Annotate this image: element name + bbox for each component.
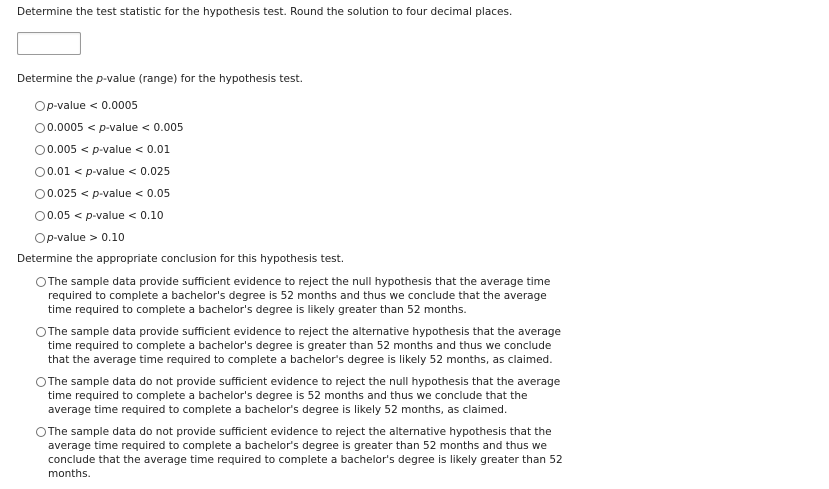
conclusion-option-2[interactable] [36, 325, 576, 367]
p-value-option-label: 0.005 < p-value < 0.01 [47, 144, 171, 156]
p-value-option-7[interactable] [35, 227, 184, 249]
test-statistic-question: Determine the test statistic for the hypothesis test. Round the solution to four decimal places. [17, 6, 513, 18]
p-value-option-label: 0.05 < p-value < 0.10 [47, 210, 164, 222]
p-value-option-4[interactable] [35, 161, 184, 183]
p-value-option-label: 0.01 < p-value < 0.025 [47, 166, 171, 178]
p-value-option-6[interactable] [35, 205, 184, 227]
radio-icon[interactable] [35, 211, 45, 221]
radio-icon[interactable] [36, 327, 46, 337]
radio-icon[interactable] [35, 167, 45, 177]
conclusion-option-1[interactable] [36, 275, 576, 317]
p-value-option-1[interactable] [35, 95, 184, 117]
radio-icon[interactable] [36, 277, 46, 287]
conclusion-question: Determine the appropriate conclusion for this hypothesis test. [17, 253, 345, 265]
p-value-question-italic: p [96, 73, 104, 85]
radio-icon[interactable] [35, 189, 45, 199]
conclusion-option-label: The sample data provide sufficient evidence to reject the alternative hypothesis that the average time required to complete a bachelor's degree is greater than 52 months and thus we conclude that the average time required to complete a bachelor's degree is likely 52 months, as claimed. [48, 326, 562, 366]
conclusion-option-3[interactable] [36, 375, 576, 417]
p-value-option-label: 0.0005 < p-value < 0.005 [47, 122, 184, 134]
radio-icon[interactable] [35, 145, 45, 155]
radio-icon[interactable] [35, 101, 45, 111]
conclusion-option-label: The sample data do not provide sufficient evidence to reject the alternative hypothesis that the average time required to complete a bachelor's degree is greater than 52 months and thus we conclude that the average time required to complete a bachelor's degree is likely greater than 52 months. [48, 426, 563, 480]
p-value-option-label: 0.025 < p-value < 0.05 [47, 188, 171, 200]
p-value-option-3[interactable] [35, 139, 184, 161]
p-value-options [35, 95, 184, 249]
p-value-option-label: p-value > 0.10 [47, 232, 125, 244]
p-value-option-5[interactable] [35, 183, 184, 205]
radio-icon[interactable] [36, 377, 46, 387]
test-statistic-input[interactable] [17, 32, 81, 55]
p-value-question-prefix: Determine the [17, 73, 97, 85]
p-value-question [17, 73, 303, 85]
conclusion-option-label: The sample data do not provide sufficient evidence to reject the null hypothesis that the average time required to complete a bachelor's degree is 52 months and thus we conclude that the average time required to complete a bachelor's degree is likely 52 months, as claimed. [48, 376, 561, 416]
conclusion-option-label: The sample data provide sufficient evidence to reject the null hypothesis that the average time required to complete a bachelor's degree is 52 months and thus we conclude that the average time required to complete a bachelor's degree is likely greater than 52 months. [48, 276, 551, 316]
radio-icon[interactable] [36, 427, 46, 437]
conclusion-option-4[interactable] [36, 425, 576, 481]
p-value-option-2[interactable] [35, 117, 184, 139]
radio-icon[interactable] [35, 233, 45, 243]
p-value-question-suffix: -value (range) for the hypothesis test. [103, 73, 303, 85]
p-value-option-label: p-value < 0.0005 [47, 100, 139, 112]
conclusion-options [36, 275, 576, 489]
radio-icon[interactable] [35, 123, 45, 133]
